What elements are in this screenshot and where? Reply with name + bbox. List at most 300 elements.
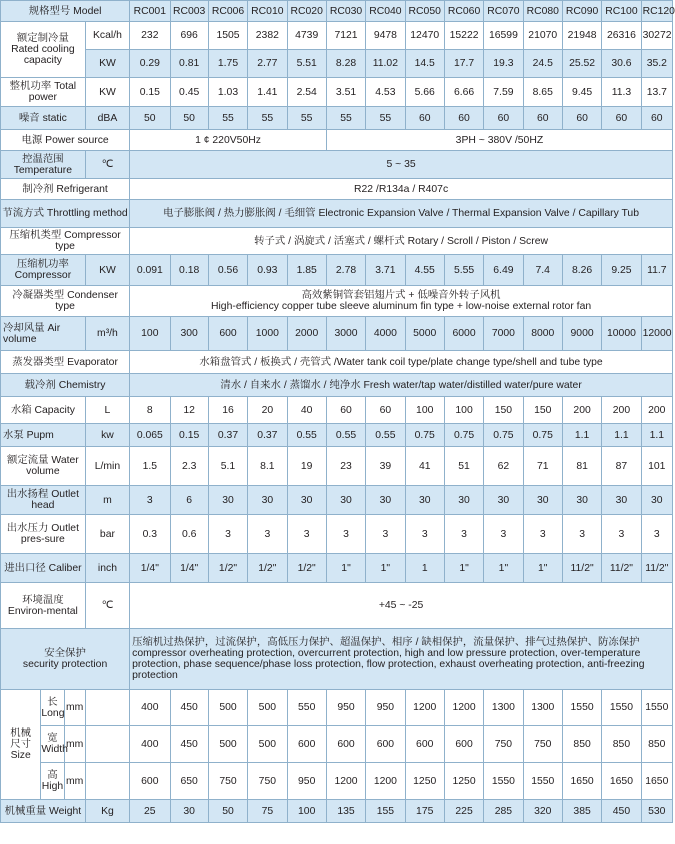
row-evaporator <box>1 351 673 374</box>
condenser-value <box>130 286 673 317</box>
value-cell: 300 <box>170 317 208 351</box>
value-cell: 150 <box>484 397 523 424</box>
unit-cell: kw <box>85 424 129 447</box>
value-cell: 3 <box>248 515 287 554</box>
value-cell: 0.29 <box>130 50 170 78</box>
value-cell: 3 <box>444 515 483 554</box>
condenser-value-en: High-efficiency copper tube sleeve aluminum fin type + low-noise external rotor fan <box>211 301 592 312</box>
value-cell: 0.6 <box>170 515 208 554</box>
value-cell: 0.81 <box>170 50 208 78</box>
row-size-high <box>1 763 673 800</box>
row-power-source <box>1 130 673 151</box>
value-cell: 500 <box>248 726 287 763</box>
value-cell: 21070 <box>523 22 562 50</box>
value-cell: 55 <box>326 107 365 130</box>
value-cell: 30 <box>444 486 483 515</box>
value-cell: 850 <box>562 726 601 763</box>
environmental-label: 环境温度 Environ-mental <box>1 583 86 629</box>
value-cell: 30272 <box>641 22 672 50</box>
value-cell: 950 <box>287 763 326 800</box>
value-cell: 30 <box>287 486 326 515</box>
value-cell: 225 <box>444 800 483 823</box>
value-cell: 3 <box>641 515 672 554</box>
value-cell: 1300 <box>523 690 562 726</box>
value-cell: 1300 <box>484 690 523 726</box>
value-cell: 0.065 <box>130 424 170 447</box>
value-cell: 750 <box>484 726 523 763</box>
value-cell: 60 <box>602 107 641 130</box>
model-cell: RC003 <box>170 1 208 22</box>
value-cell: 60 <box>523 107 562 130</box>
value-cell: 1650 <box>602 763 641 800</box>
value-cell: 100 <box>444 397 483 424</box>
weight-label: 机械重量 Weight <box>1 800 86 823</box>
caliber-label: 进出口径 Caliber <box>1 554 86 583</box>
tank-label: 水箱 Capacity <box>1 397 86 424</box>
row-cooling-kcal <box>1 22 673 50</box>
value-cell: 3000 <box>326 317 365 351</box>
value-cell: 0.55 <box>287 424 326 447</box>
value-cell: 3 <box>602 515 641 554</box>
value-cell: 7000 <box>484 317 523 351</box>
value-cell: 500 <box>248 690 287 726</box>
value-cell: 1650 <box>562 763 601 800</box>
unit-cell: Kg <box>85 800 129 823</box>
value-cell: 6 <box>170 486 208 515</box>
row-throttling <box>1 200 673 228</box>
value-cell: 41 <box>405 447 444 486</box>
row-compressor-power <box>1 255 673 286</box>
value-cell: 3 <box>326 515 365 554</box>
model-cell: RC070 <box>484 1 523 22</box>
model-label: 规格型号 Model <box>1 1 130 22</box>
value-cell: 51 <box>444 447 483 486</box>
value-cell: 5000 <box>405 317 444 351</box>
value-cell: 1.1 <box>562 424 601 447</box>
value-cell: 1" <box>326 554 365 583</box>
size-long-label: 长 Long <box>41 690 64 726</box>
value-cell: 26316 <box>602 22 641 50</box>
value-cell: 1.5 <box>130 447 170 486</box>
value-cell: 75 <box>248 800 287 823</box>
row-model <box>1 1 673 22</box>
row-size-width <box>1 726 673 763</box>
value-cell: 3 <box>130 486 170 515</box>
value-cell: 11/2" <box>602 554 641 583</box>
value-cell: 60 <box>484 107 523 130</box>
value-cell: 135 <box>326 800 365 823</box>
model-cell: RC050 <box>405 1 444 22</box>
condenser-label: 冷凝器类型 Condenser type <box>1 286 130 317</box>
value-cell: 0.75 <box>484 424 523 447</box>
value-cell: 3 <box>405 515 444 554</box>
value-cell: 385 <box>562 800 601 823</box>
value-cell: 2.3 <box>170 447 208 486</box>
protection-value <box>130 629 673 690</box>
value-cell: 2.78 <box>326 255 365 286</box>
value-cell: 5.1 <box>208 447 247 486</box>
unit-cell: L <box>85 397 129 424</box>
value-cell: 1550 <box>562 690 601 726</box>
value-cell: 1550 <box>484 763 523 800</box>
spec-table-body <box>1 1 673 823</box>
protection-value-en: compressor overheating protection, overcurrent protection, high and low pressure protection, over-temperature protection, phase sequence/phase loss protection, flow protection, exhaust overheating protection, anti-freezing protection <box>132 648 645 681</box>
value-cell: 0.75 <box>444 424 483 447</box>
value-cell: 1250 <box>405 763 444 800</box>
evaporator-label: 蒸发器类型 Evaporator <box>1 351 130 374</box>
value-cell: 60 <box>444 107 483 130</box>
value-cell: 5.55 <box>444 255 483 286</box>
unit-cell: ℃ <box>85 583 129 629</box>
row-condenser <box>1 286 673 317</box>
value-cell: 450 <box>170 726 208 763</box>
value-cell: 0.15 <box>130 78 170 107</box>
row-refrigerant <box>1 179 673 200</box>
value-cell: 155 <box>366 800 405 823</box>
value-cell: 750 <box>523 726 562 763</box>
value-cell: 4000 <box>366 317 405 351</box>
value-cell: 1/2" <box>287 554 326 583</box>
value-cell: 0.15 <box>170 424 208 447</box>
size-label-en: 尺寸 Size <box>10 739 32 761</box>
value-cell: 19.3 <box>484 50 523 78</box>
temperature-value: 5 ~ 35 <box>130 151 673 179</box>
value-cell: 1.75 <box>208 50 247 78</box>
value-cell: 600 <box>444 726 483 763</box>
value-cell: 9.25 <box>602 255 641 286</box>
value-cell: 8 <box>130 397 170 424</box>
value-cell: 450 <box>170 690 208 726</box>
value-cell: 0.45 <box>170 78 208 107</box>
value-cell: 11/2" <box>562 554 601 583</box>
value-cell: 3.71 <box>366 255 405 286</box>
unit-cell: KW <box>85 50 129 78</box>
unit-spacer <box>85 763 129 800</box>
row-outlet-pressure <box>1 515 673 554</box>
value-cell: 55 <box>287 107 326 130</box>
value-cell: 30 <box>208 486 247 515</box>
value-cell: 8.65 <box>523 78 562 107</box>
value-cell: 1 <box>405 554 444 583</box>
row-caliber <box>1 554 673 583</box>
value-cell: 696 <box>170 22 208 50</box>
value-cell: 30 <box>602 486 641 515</box>
value-cell: 5.66 <box>405 78 444 107</box>
value-cell: 50 <box>208 800 247 823</box>
compressor-type-value: 转子式 / 涡旋式 / 活塞式 / 螺杆式 Rotary / Scroll / Piston / Screw <box>130 228 673 255</box>
value-cell: 7.59 <box>484 78 523 107</box>
value-cell: 1650 <box>641 763 672 800</box>
value-cell: 1200 <box>405 690 444 726</box>
value-cell: 25.52 <box>562 50 601 78</box>
outlet-head-label: 出水扬程 Outlet head <box>1 486 86 515</box>
value-cell: 1200 <box>444 690 483 726</box>
model-cell: RC060 <box>444 1 483 22</box>
value-cell: 40 <box>287 397 326 424</box>
value-cell: 11/2" <box>641 554 672 583</box>
unit-cell: mm <box>64 690 85 726</box>
value-cell: 11.3 <box>602 78 641 107</box>
unit-cell: m³/h <box>85 317 129 351</box>
temperature-label: 控温范围 Temperature <box>1 151 86 179</box>
value-cell: 1.1 <box>641 424 672 447</box>
value-cell: 1250 <box>444 763 483 800</box>
value-cell: 2.54 <box>287 78 326 107</box>
three-phase-value: 3PH ~ 380V /50HZ <box>326 130 672 151</box>
value-cell: 11.7 <box>641 255 672 286</box>
protection-value-cn: 压缩机过热保护，过流保护，高低压力保护、超温保护、相序 / 缺相保护，流量保护、排气过热保护、防冻保护 <box>132 637 640 648</box>
value-cell: 6000 <box>444 317 483 351</box>
value-cell: 400 <box>130 726 170 763</box>
value-cell: 30 <box>248 486 287 515</box>
model-cell: RC006 <box>208 1 247 22</box>
value-cell: 1000 <box>248 317 287 351</box>
row-outlet-head <box>1 486 673 515</box>
unit-cell: KW <box>85 255 129 286</box>
value-cell: 0.091 <box>130 255 170 286</box>
value-cell: 17.7 <box>444 50 483 78</box>
water-volume-label: 额定流量 Water volume <box>1 447 86 486</box>
value-cell: 1550 <box>641 690 672 726</box>
unit-cell: m <box>85 486 129 515</box>
value-cell: 750 <box>248 763 287 800</box>
model-cell: RC020 <box>287 1 326 22</box>
row-noise <box>1 107 673 130</box>
value-cell: 0.18 <box>170 255 208 286</box>
value-cell: 450 <box>602 800 641 823</box>
unit-cell: inch <box>85 554 129 583</box>
value-cell: 87 <box>602 447 641 486</box>
value-cell: 1200 <box>326 763 365 800</box>
value-cell: 850 <box>641 726 672 763</box>
value-cell: 24.5 <box>523 50 562 78</box>
value-cell: 14.5 <box>405 50 444 78</box>
value-cell: 2000 <box>287 317 326 351</box>
value-cell: 600 <box>366 726 405 763</box>
value-cell: 600 <box>208 317 247 351</box>
unit-cell: L/min <box>85 447 129 486</box>
value-cell: 200 <box>562 397 601 424</box>
value-cell: 8000 <box>523 317 562 351</box>
value-cell: 12000 <box>641 317 672 351</box>
row-compressor-type <box>1 228 673 255</box>
value-cell: 950 <box>366 690 405 726</box>
value-cell: 2.77 <box>248 50 287 78</box>
unit-cell: Kcal/h <box>85 22 129 50</box>
row-chemistry <box>1 374 673 397</box>
value-cell: 1" <box>484 554 523 583</box>
value-cell: 600 <box>326 726 365 763</box>
model-cell: RC040 <box>366 1 405 22</box>
row-total-power <box>1 78 673 107</box>
value-cell: 30.6 <box>602 50 641 78</box>
value-cell: 6.49 <box>484 255 523 286</box>
value-cell: 1.03 <box>208 78 247 107</box>
protection-label <box>1 629 130 690</box>
value-cell: 4739 <box>287 22 326 50</box>
value-cell: 30 <box>562 486 601 515</box>
value-cell: 35.2 <box>641 50 672 78</box>
value-cell: 4.55 <box>405 255 444 286</box>
value-cell: 1505 <box>208 22 247 50</box>
value-cell: 320 <box>523 800 562 823</box>
size-label <box>1 690 41 800</box>
unit-cell: dBA <box>85 107 129 130</box>
value-cell: 25 <box>130 800 170 823</box>
unit-cell: KW <box>85 78 129 107</box>
model-cell: RC001 <box>130 1 170 22</box>
row-temperature <box>1 151 673 179</box>
compressor-type-label: 压缩机类型 Compressor type <box>1 228 130 255</box>
value-cell: 1/4" <box>170 554 208 583</box>
value-cell: 60 <box>366 397 405 424</box>
value-cell: 7.4 <box>523 255 562 286</box>
unit-spacer <box>85 726 129 763</box>
size-width-label: 宽 Width <box>41 726 64 763</box>
value-cell: 232 <box>130 22 170 50</box>
value-cell: 55 <box>248 107 287 130</box>
power-source-label: 电源 Power source <box>1 130 130 151</box>
value-cell: 1550 <box>523 763 562 800</box>
row-cooling-kw <box>1 50 673 78</box>
value-cell: 20 <box>248 397 287 424</box>
protection-label-en: security protection <box>22 659 108 670</box>
value-cell: 400 <box>130 690 170 726</box>
value-cell: 60 <box>641 107 672 130</box>
value-cell: 11.02 <box>366 50 405 78</box>
value-cell: 4.53 <box>366 78 405 107</box>
value-cell: 600 <box>287 726 326 763</box>
value-cell: 100 <box>405 397 444 424</box>
value-cell: 16 <box>208 397 247 424</box>
value-cell: 550 <box>287 690 326 726</box>
value-cell: 530 <box>641 800 672 823</box>
environmental-value: +45 ~ -25 <box>130 583 673 629</box>
value-cell: 100 <box>130 317 170 351</box>
value-cell: 81 <box>562 447 601 486</box>
value-cell: 101 <box>641 447 672 486</box>
value-cell: 12470 <box>405 22 444 50</box>
value-cell: 500 <box>208 726 247 763</box>
value-cell: 600 <box>130 763 170 800</box>
evaporator-value: 水箱盘管式 / 板换式 / 壳管式 /Water tank coil type/plate change type/shell and tube type <box>130 351 673 374</box>
value-cell: 30 <box>170 800 208 823</box>
value-cell: 175 <box>405 800 444 823</box>
value-cell: 15222 <box>444 22 483 50</box>
value-cell: 600 <box>405 726 444 763</box>
value-cell: 3 <box>523 515 562 554</box>
value-cell: 0.55 <box>326 424 365 447</box>
value-cell: 21948 <box>562 22 601 50</box>
value-cell: 9.45 <box>562 78 601 107</box>
value-cell: 1" <box>523 554 562 583</box>
value-cell: 30 <box>523 486 562 515</box>
value-cell: 55 <box>208 107 247 130</box>
unit-cell: bar <box>85 515 129 554</box>
value-cell: 60 <box>562 107 601 130</box>
size-label-cn: 机械 <box>10 728 32 739</box>
value-cell: 60 <box>405 107 444 130</box>
row-size-long <box>1 690 673 726</box>
value-cell: 3.51 <box>326 78 365 107</box>
value-cell: 39 <box>366 447 405 486</box>
value-cell: 16599 <box>484 22 523 50</box>
value-cell: 100 <box>287 800 326 823</box>
value-cell: 30 <box>366 486 405 515</box>
value-cell: 0.93 <box>248 255 287 286</box>
value-cell: 5.51 <box>287 50 326 78</box>
value-cell: 750 <box>208 763 247 800</box>
value-cell: 8.28 <box>326 50 365 78</box>
value-cell: 1.85 <box>287 255 326 286</box>
value-cell: 285 <box>484 800 523 823</box>
value-cell: 650 <box>170 763 208 800</box>
value-cell: 850 <box>602 726 641 763</box>
value-cell: 71 <box>523 447 562 486</box>
value-cell: 30 <box>326 486 365 515</box>
air-volume-label: 冷却风量 Air volume <box>1 317 86 351</box>
value-cell: 12 <box>170 397 208 424</box>
value-cell: 0.3 <box>130 515 170 554</box>
value-cell: 19 <box>287 447 326 486</box>
value-cell: 0.75 <box>405 424 444 447</box>
unit-cell: ℃ <box>85 151 129 179</box>
model-cell: RC120 <box>641 1 672 22</box>
value-cell: 60 <box>326 397 365 424</box>
value-cell: 1" <box>444 554 483 583</box>
value-cell: 9000 <box>562 317 601 351</box>
row-water-volume <box>1 447 673 486</box>
value-cell: 10000 <box>602 317 641 351</box>
value-cell: 1.41 <box>248 78 287 107</box>
throttling-value: 电子膨胀阀 / 热力膨胀阀 / 毛细管 Electronic Expansion Valve / Thermal Expansion Valve / Capillary Tub <box>130 200 673 228</box>
size-high-label: 高 High <box>41 763 64 800</box>
value-cell: 30 <box>484 486 523 515</box>
model-cell: RC090 <box>562 1 601 22</box>
value-cell: 1/2" <box>208 554 247 583</box>
chemistry-value: 清水 / 自来水 / 蒸馏水 / 纯净水 Fresh water/tap water/distilled water/pure water <box>130 374 673 397</box>
row-environmental <box>1 583 673 629</box>
value-cell: 8.1 <box>248 447 287 486</box>
unit-cell: mm <box>64 726 85 763</box>
value-cell: 30 <box>641 486 672 515</box>
value-cell: 1200 <box>366 763 405 800</box>
value-cell: 0.37 <box>208 424 247 447</box>
row-protection <box>1 629 673 690</box>
value-cell: 200 <box>641 397 672 424</box>
noise-label: 噪音 static <box>1 107 86 130</box>
value-cell: 7121 <box>326 22 365 50</box>
model-cell: RC080 <box>523 1 562 22</box>
value-cell: 200 <box>602 397 641 424</box>
refrigerant-value: R22 /R134a / R407c <box>130 179 673 200</box>
protection-label-cn: 安全保护 <box>44 648 86 659</box>
value-cell: 30 <box>405 486 444 515</box>
value-cell: 23 <box>326 447 365 486</box>
value-cell: 950 <box>326 690 365 726</box>
value-cell: 1/4" <box>130 554 170 583</box>
value-cell: 2382 <box>248 22 287 50</box>
value-cell: 3 <box>208 515 247 554</box>
row-air-volume <box>1 317 673 351</box>
model-cell: RC030 <box>326 1 365 22</box>
value-cell: 3 <box>366 515 405 554</box>
value-cell: 3 <box>484 515 523 554</box>
value-cell: 3 <box>287 515 326 554</box>
value-cell: 55 <box>366 107 405 130</box>
chemistry-label: 载冷剂 Chemistry <box>1 374 130 397</box>
pump-label: 水泵 Pupm <box>1 424 86 447</box>
